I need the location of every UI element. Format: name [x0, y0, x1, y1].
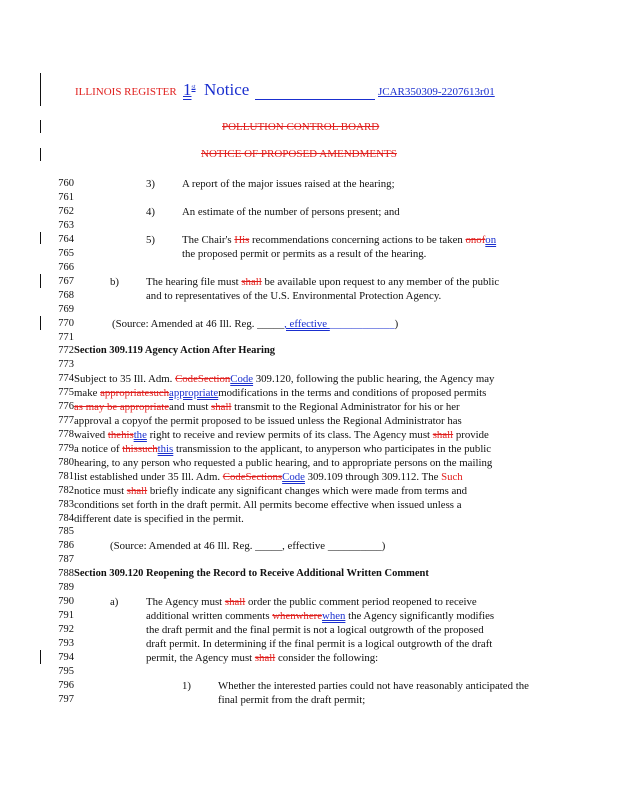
- line-number: 773: [58, 359, 74, 370]
- text-run: recommendations concerning actions to be taken: [249, 234, 466, 246]
- text-run: (Source: Amended at 46 Ill. Reg.: [110, 540, 256, 552]
- board-title: POLLUTION CONTROL BOARD: [222, 121, 380, 133]
- item-text: and to representatives of the U.S. Environmental Protection Agency.: [146, 290, 442, 302]
- inserted-text: , effective: [284, 318, 330, 330]
- line-number: 765: [58, 248, 74, 259]
- item-label: a): [110, 596, 119, 608]
- line-number: 779: [58, 443, 74, 454]
- deleted-text: shall: [224, 596, 246, 608]
- change-bar: [40, 148, 41, 161]
- text-run: permit, the Agency must: [146, 652, 255, 664]
- text-run: The Chair's: [182, 234, 235, 246]
- text-run: make: [74, 387, 101, 399]
- line-number: 795: [58, 666, 74, 677]
- deleted-text: CodeSections: [222, 471, 283, 483]
- line-number: 777: [58, 415, 74, 426]
- notice-label: Notice: [204, 80, 250, 99]
- text-run: Subject to 35 Ill. Adm.: [74, 373, 176, 385]
- text-run: transmission to the applicant, to anyperson who participates in the public: [173, 443, 492, 455]
- item-text: A report of the major issues raised at the hearing;: [182, 178, 395, 190]
- inserted-text: Code: [282, 471, 305, 483]
- text-run: and must: [169, 401, 212, 413]
- para-line: [74, 485, 467, 497]
- text-run: additional written comments: [146, 610, 273, 622]
- text-run: be available upon request to any member of the public: [261, 276, 500, 288]
- change-bar: [40, 120, 41, 133]
- line-number: 791: [58, 610, 74, 621]
- section-heading: Section 309.120 Reopening the Record to Receive Additional Written Comment: [74, 568, 429, 579]
- line-number: 797: [58, 694, 74, 705]
- line-number: 769: [58, 304, 74, 315]
- line-number: 792: [58, 624, 74, 635]
- line-number: 762: [58, 206, 74, 217]
- inserted-text: on: [485, 234, 497, 246]
- jcar-code-text: JCAR350309-2207613r01: [378, 86, 495, 98]
- line-number: 780: [58, 457, 74, 468]
- line-number: 790: [58, 596, 74, 607]
- deleted-text: thissuch: [122, 443, 158, 455]
- inserted-text: this: [157, 443, 174, 455]
- text-run: list established under 35 Ill. Adm.: [74, 471, 223, 483]
- inserted-text: appropriate: [169, 387, 219, 399]
- para-line: [74, 471, 463, 483]
- line-number: 770: [58, 318, 74, 329]
- deleted-text: shall: [241, 276, 262, 288]
- inserted-text: the: [133, 429, 147, 441]
- text-run: The hearing file must: [146, 276, 242, 288]
- text-run: right to receive and review permits of its class. The Agency must: [146, 429, 433, 441]
- para-line: the draft permit and the final permit is not a logical outgrowth of the proposed: [146, 624, 484, 636]
- change-bar: [40, 73, 41, 106]
- blank: _____: [255, 540, 283, 552]
- para-line: different date is specified in the permit.: [74, 513, 244, 525]
- line-number: 789: [58, 582, 74, 593]
- text-run: transmit to the Regional Administrator for his or her: [231, 401, 460, 413]
- line-number: 794: [58, 652, 74, 663]
- line-number: 760: [58, 178, 74, 189]
- line-number: 766: [58, 262, 74, 273]
- register-title: [75, 86, 177, 98]
- text-run: the Agency significantly modifies: [345, 610, 495, 622]
- text-run: briefly indicate any significant changes which were made from terms and: [147, 485, 468, 497]
- notice-title: [204, 80, 249, 100]
- line-number: 764: [58, 234, 74, 245]
- para-line: [146, 610, 494, 622]
- item-text: [146, 276, 499, 288]
- para-line: draft permit. In determining if the final permit is a logical outgrowth of the draft: [146, 638, 493, 650]
- deleted-text: as may be appropriate: [74, 401, 170, 413]
- line-number: 776: [58, 401, 74, 412]
- deleted-text: CodeSection: [175, 373, 231, 385]
- item-text: An estimate of the number of persons present; and: [182, 206, 400, 218]
- text-run: consider the following:: [275, 652, 379, 664]
- change-bar: [40, 650, 41, 664]
- para-line: [74, 373, 494, 385]
- text-run: , effective: [282, 540, 328, 552]
- source-note: [112, 318, 398, 330]
- text-run: 309.109 through 309.112. The: [304, 471, 442, 483]
- deleted-text: shall: [254, 652, 276, 664]
- para-line: [146, 652, 378, 664]
- line-number: 796: [58, 680, 74, 691]
- line-number: 784: [58, 513, 74, 524]
- para-line: [74, 387, 486, 399]
- text-run: 309.120, following the public hearing, the Agency may: [253, 373, 495, 385]
- deleted-text: onof: [465, 234, 486, 246]
- inserted-text: Code: [230, 373, 254, 385]
- text-run: modifications in the terms and conditions of proposed permits: [218, 387, 487, 399]
- line-number: 787: [58, 554, 74, 565]
- para-line: [74, 429, 489, 441]
- line-number: 788: [58, 568, 74, 579]
- line-number: 782: [58, 485, 74, 496]
- text-run: notice must: [74, 485, 127, 497]
- source-note: [110, 540, 385, 552]
- line-number: 761: [58, 192, 74, 203]
- inserted-text: when: [322, 610, 346, 622]
- line-number: 768: [58, 290, 74, 301]
- notice-subtitle: NOTICE OF PROPOSED AMENDMENTS: [201, 148, 397, 160]
- issue-number: [183, 80, 196, 100]
- deleted-text: shall: [211, 401, 232, 413]
- para-line: [74, 443, 491, 455]
- item-text: Whether the interested parties could not have reasonably anticipated the: [218, 680, 529, 692]
- item-label: 5): [146, 234, 155, 246]
- deleted-text: Such: [441, 471, 463, 483]
- issue-num: 1: [183, 80, 192, 99]
- item-text: the proposed permit or permits as a result of the hearing.: [182, 248, 427, 260]
- notice-underline: [255, 99, 375, 100]
- text-run: ): [381, 540, 386, 552]
- item-text: final permit from the draft permit;: [218, 694, 366, 706]
- blank: __________: [327, 540, 382, 552]
- line-number: 767: [58, 276, 74, 287]
- line-number: 763: [58, 220, 74, 231]
- item-label: 3): [146, 178, 155, 190]
- deleted-text: whenwhere: [272, 610, 323, 622]
- line-number: 772: [58, 345, 74, 356]
- deleted-text: shall: [432, 429, 454, 441]
- line-number: 775: [58, 387, 74, 398]
- para-line: [146, 596, 477, 608]
- text-run: waived: [74, 429, 108, 441]
- item-text: [182, 234, 496, 246]
- change-bar: [40, 274, 41, 288]
- line-number: 793: [58, 638, 74, 649]
- line-number: 783: [58, 499, 74, 510]
- item-label: 4): [146, 206, 155, 218]
- deleted-text: appropriatesuch: [100, 387, 170, 399]
- item-label: b): [110, 276, 119, 288]
- line-number: 785: [58, 526, 74, 537]
- text-run: a notice of: [74, 443, 123, 455]
- line-number: 774: [58, 373, 74, 384]
- text-run: order the public comment period reopened to receive: [245, 596, 477, 608]
- item-label: 1): [182, 680, 191, 692]
- change-bar: [40, 232, 41, 244]
- line-number: 778: [58, 429, 74, 440]
- deleted-text: thehis: [107, 429, 134, 441]
- text-run: provide: [453, 429, 489, 441]
- blank: _____: [257, 318, 285, 330]
- line-number: 786: [58, 540, 74, 551]
- para-line: [74, 401, 460, 413]
- deleted-text: shall: [126, 485, 148, 497]
- para-line: hearing, to any person who requested a public hearing, and to appropriate persons on the mailing: [74, 457, 493, 469]
- jcar-code: [378, 86, 495, 98]
- register-label: ILLINOIS REGISTER: [75, 86, 177, 98]
- deleted-text: His: [234, 234, 250, 246]
- line-number: 781: [58, 471, 74, 482]
- text-run: ): [394, 318, 399, 330]
- line-number: 771: [58, 332, 74, 343]
- para-line: conditions set forth in the draft permit. All permits become effective when issued unless a: [74, 499, 462, 511]
- section-heading: Section 309.119 Agency Action After Hearing: [74, 345, 276, 356]
- change-bar: [40, 316, 41, 330]
- blank: ____________: [329, 318, 395, 330]
- para-line: approval a copyof the permit proposed to be issued unless the Regional Administrator has: [74, 415, 462, 427]
- issue-sup: st: [191, 84, 196, 91]
- text-run: The Agency must: [146, 596, 225, 608]
- text-run: (Source: Amended at 46 Ill. Reg.: [112, 318, 258, 330]
